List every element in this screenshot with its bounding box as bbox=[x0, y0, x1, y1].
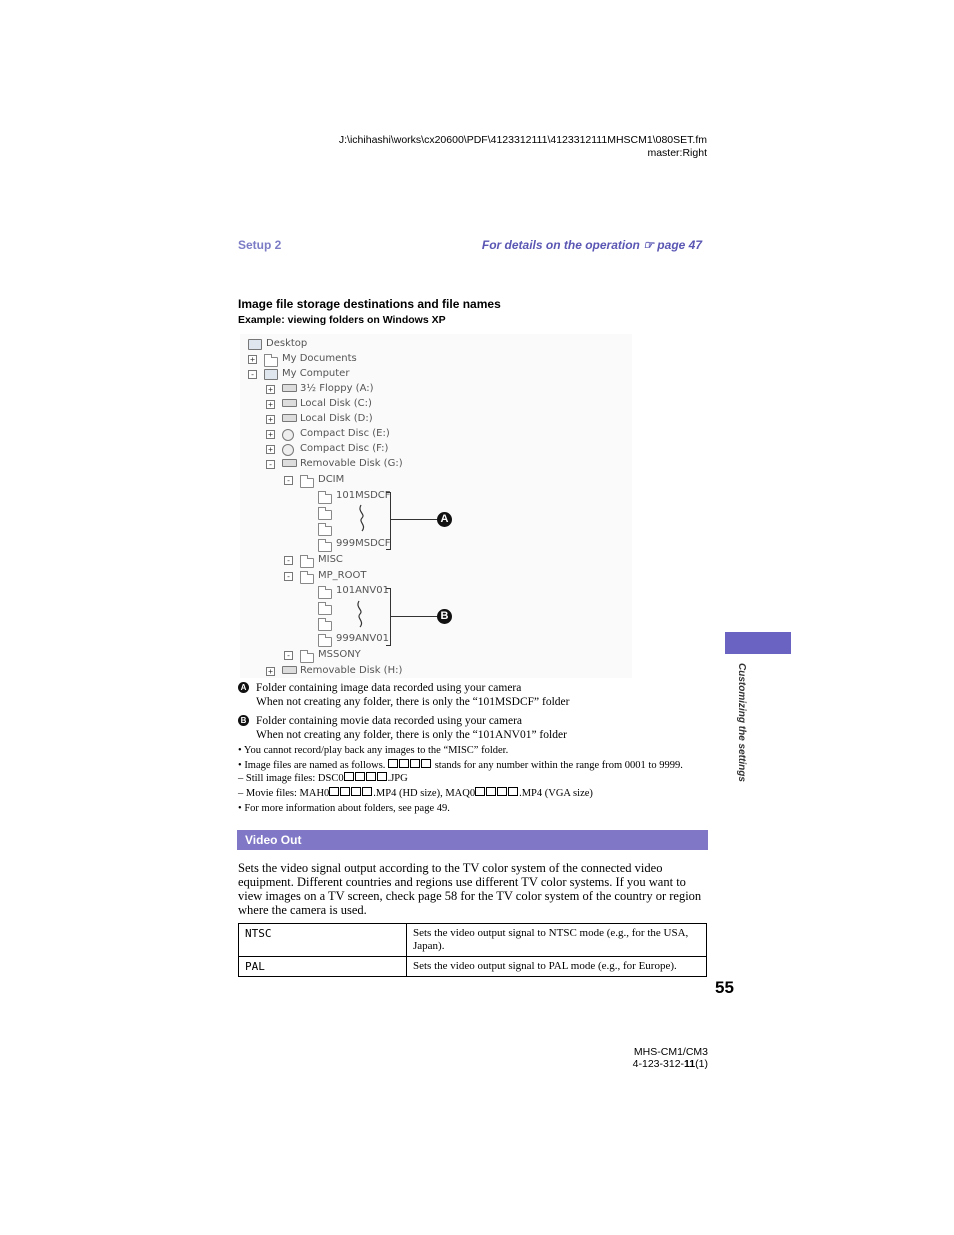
table-cell-key: PAL bbox=[239, 957, 407, 977]
tree-item-label[interactable]: My Documents bbox=[282, 353, 357, 364]
folder-icon bbox=[300, 558, 314, 568]
tree-item-label[interactable]: MISC bbox=[318, 554, 343, 565]
folder-icon bbox=[300, 574, 314, 584]
removable-drive-icon bbox=[282, 459, 297, 467]
desktop-icon bbox=[248, 339, 262, 350]
tree-expander-icon[interactable]: - bbox=[284, 476, 293, 485]
annotation-b-line1: Folder containing movie data recorded using your camera bbox=[256, 715, 523, 727]
model-code-bold: 11 bbox=[684, 1058, 696, 1070]
tree-item-label[interactable]: 101MSDCF bbox=[336, 490, 391, 501]
master-page-label: master:Right bbox=[647, 147, 707, 159]
note-movie-post: .MP4 (VGA size) bbox=[519, 788, 593, 799]
folder-icon bbox=[318, 589, 332, 599]
video-out-heading bbox=[237, 830, 708, 850]
table-cell-desc: Sets the video output signal to PAL mode (e.g., for Europe). bbox=[407, 957, 707, 977]
continuation-squiggle bbox=[356, 504, 368, 532]
section-subtitle: Example: viewing folders on Windows XP bbox=[238, 314, 446, 326]
note-still-post: .JPG bbox=[387, 773, 408, 784]
continuation-squiggle bbox=[354, 600, 366, 628]
file-path: J:\ichihashi\works\cx20600\PDF\4123312111\4123312111MHSCM1\080SET.fm bbox=[338, 134, 707, 146]
table-row bbox=[239, 957, 707, 977]
note-naming-pre: Image files are named as follows. bbox=[244, 760, 386, 771]
note-misc: • You cannot record/play back any images to the “MISC” folder. bbox=[238, 745, 509, 756]
page-number: 55 bbox=[715, 978, 734, 997]
tree-expander-icon[interactable]: + bbox=[266, 445, 275, 454]
folder-icon bbox=[318, 605, 332, 615]
model-code-post: (1) bbox=[695, 1058, 708, 1070]
drive-icon bbox=[282, 414, 297, 422]
video-out-body: Sets the video signal output according to the TV color system of the connected video equipment. Different countries and regions use different TV color systems. If you want to view images on a TV screen, check page 58 for the TV color system of the country or region where the camera is used. bbox=[238, 861, 702, 917]
section-title: Image file storage destinations and file names bbox=[238, 297, 501, 311]
model-code-pre: 4-123-312- bbox=[632, 1058, 685, 1070]
tree-expander-icon[interactable]: + bbox=[266, 430, 275, 439]
cd-icon bbox=[282, 429, 294, 441]
note-still: – Still image files: DSC0 .JPG bbox=[238, 773, 408, 784]
chapter-label-text: Customizing the settings bbox=[736, 663, 747, 782]
table-cell-desc: Sets the video output signal to NTSC mode (e.g., for the USA, Japan). bbox=[407, 924, 707, 957]
note-movie-mid: .MP4 (HD size), MAQ0 bbox=[373, 788, 476, 799]
model-code bbox=[633, 1058, 708, 1070]
bracket-connector bbox=[391, 616, 437, 617]
model-name: MHS-CM1/CM3 bbox=[633, 1046, 708, 1058]
tree-expander-icon[interactable]: - bbox=[248, 370, 257, 379]
annotation-a bbox=[238, 681, 708, 709]
annotation-b-line2: When not creating any folder, there is only the “101ANV01” folder bbox=[256, 729, 567, 741]
tree-item-label[interactable]: 101ANV01 bbox=[336, 585, 389, 596]
tree-item-label[interactable]: Compact Disc (F:) bbox=[300, 443, 389, 454]
tree-expander-icon[interactable]: + bbox=[266, 415, 275, 424]
tree-item-label[interactable]: 999MSDCF bbox=[336, 538, 391, 549]
marker-b-icon: B bbox=[437, 609, 452, 624]
annotation-a-line2: When not creating any folder, there is only the “101MSDCF” folder bbox=[256, 696, 570, 708]
video-out-table bbox=[238, 923, 707, 977]
table-row bbox=[239, 924, 707, 957]
table-cell-key: NTSC bbox=[239, 924, 407, 957]
tree-item-label[interactable]: Local Disk (C:) bbox=[300, 398, 372, 409]
group-bracket bbox=[386, 492, 391, 550]
annotation-a-line1: Folder containing image data recorded using your camera bbox=[256, 682, 522, 694]
folder-icon bbox=[318, 621, 332, 631]
tree-item-label[interactable]: DCIM bbox=[318, 474, 345, 485]
bracket-connector bbox=[391, 519, 437, 520]
video-out-heading-text: Video Out bbox=[245, 833, 302, 847]
note-movie-pre: Movie files: MAH0 bbox=[245, 788, 330, 799]
folder-icon bbox=[318, 526, 332, 536]
note-movie: – Movie files: MAH0 .MP4 (HD size), MAQ0 .MP4 (VGA size) bbox=[238, 788, 593, 799]
tree-item-label[interactable]: Compact Disc (E:) bbox=[300, 428, 390, 439]
tree-item-label[interactable]: My Computer bbox=[282, 368, 350, 379]
marker-b-icon: B bbox=[238, 715, 249, 726]
tree-item-label[interactable]: Removable Disk (G:) bbox=[300, 458, 403, 469]
folder-icon bbox=[318, 494, 332, 504]
folder-icon bbox=[264, 357, 278, 367]
marker-a-icon: A bbox=[238, 682, 249, 693]
tree-expander-icon[interactable]: + bbox=[266, 667, 275, 676]
note-still-pre: Still image files: DSC0 bbox=[245, 773, 344, 784]
note-naming: • Image files are named as follows. stands for any number within the range from 0001 to 9999. bbox=[238, 760, 683, 771]
tree-expander-icon[interactable]: + bbox=[248, 355, 257, 364]
operation-reference: For details on the operation ☞ page 47 bbox=[481, 238, 702, 252]
tree-item-label[interactable]: 3½ Floppy (A:) bbox=[300, 383, 374, 394]
chapter-label bbox=[735, 663, 747, 783]
note-more-text: For more information about folders, see page 49. bbox=[244, 803, 450, 814]
notes-list bbox=[238, 744, 708, 815]
tree-expander-icon[interactable]: - bbox=[284, 572, 293, 581]
tree-expander-icon[interactable]: - bbox=[284, 556, 293, 565]
chapter-tab bbox=[725, 632, 791, 654]
note-more: • For more information about folders, see page 49. bbox=[238, 803, 450, 814]
tree-expander-icon[interactable]: - bbox=[266, 460, 275, 469]
folder-icon bbox=[318, 510, 332, 520]
tree-expander-icon[interactable]: + bbox=[266, 385, 275, 394]
computer-icon bbox=[264, 369, 278, 380]
file-path-header bbox=[339, 134, 707, 160]
folder-icon bbox=[300, 653, 314, 663]
removable-drive-icon bbox=[282, 666, 297, 674]
tree-expander-icon[interactable]: + bbox=[266, 400, 275, 409]
note-misc-text: You cannot record/play back any images to the “MISC” folder. bbox=[243, 745, 509, 756]
tree-item-label[interactable]: Removable Disk (H:) bbox=[300, 665, 403, 676]
note-naming-post: stands for any number within the range from 0001 to 9999. bbox=[434, 760, 683, 771]
group-bracket bbox=[386, 588, 391, 646]
cd-icon bbox=[282, 444, 294, 456]
annotation-b bbox=[238, 714, 708, 742]
tree-item-label[interactable]: Local Disk (D:) bbox=[300, 413, 373, 424]
drive-icon bbox=[282, 399, 297, 407]
tree-item-label[interactable]: MSSONY bbox=[318, 649, 361, 660]
folder-icon bbox=[318, 637, 332, 647]
floppy-icon bbox=[282, 384, 297, 392]
marker-a-icon: A bbox=[437, 512, 452, 527]
folder-icon bbox=[318, 542, 332, 552]
folder-icon bbox=[300, 478, 314, 488]
setup-label: Setup 2 bbox=[238, 238, 282, 252]
tree-expander-icon[interactable]: - bbox=[284, 651, 293, 660]
tree-item-label[interactable]: Desktop bbox=[266, 338, 308, 349]
model-footer bbox=[633, 1046, 708, 1070]
tree-item-label[interactable]: 999ANV01 bbox=[336, 633, 389, 644]
tree-item-label[interactable]: MP_ROOT bbox=[318, 570, 367, 581]
folder-tree-figure bbox=[240, 334, 632, 678]
